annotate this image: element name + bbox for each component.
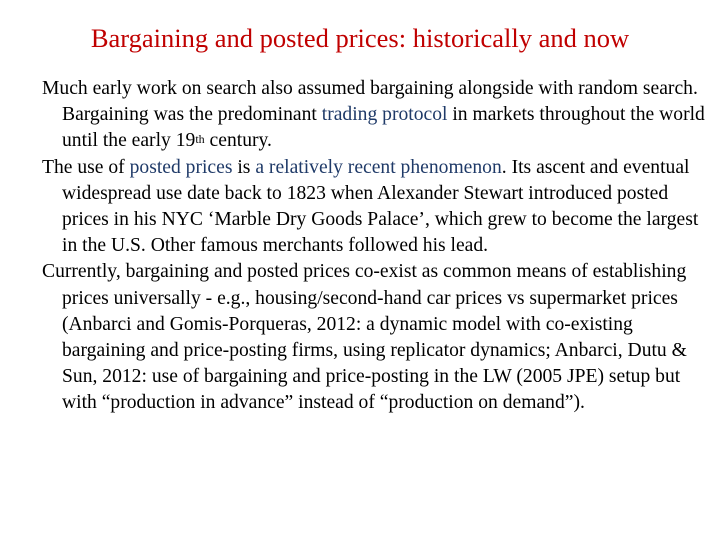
- recent-phenomenon-highlight: a relatively recent phenomenon: [255, 156, 502, 178]
- paragraph-posted-prices-text-1: The use of: [42, 156, 130, 178]
- slide-title: Bargaining and posted prices: historically and now: [90, 23, 630, 53]
- paragraph-history-text-2: in markets throughout the world until the early 19: [62, 104, 705, 152]
- trading-protocol-highlight: trading protocol: [321, 104, 448, 126]
- paragraph-current: Currently, bargaining and posted prices co-exist as common means of establishing prices universally - e.g., housing/second-hand car prices vs supermarket prices (Anbarci and Gomis-Porqueras, 2012: a dynamic model with co-existing bargaining and price-posting firms, using replicator dynamics; Anbarci, Dutu & Sun, 2012: use of bargaining and price-posting in the LW (2005 JPE) setup but with “production in advance” instead of “production on demand”).: [42, 261, 687, 414]
- ordinal-superscript: th: [195, 132, 205, 147]
- paragraph-history-text-3: century.: [204, 130, 272, 152]
- paragraph-history-text-1: Much early work on search also assumed bargaining alongside with random search. Bargaining was the predominant: [42, 78, 698, 126]
- paragraph-posted-prices-text-mid: is: [232, 156, 256, 178]
- posted-prices-highlight: posted prices: [129, 156, 233, 178]
- paragraph-posted-prices: [42, 155, 714, 260]
- paragraph-history: [42, 76, 714, 155]
- paragraph-posted-prices-text-2: . Its ascent and eventual widespread use date back to 1823 when Alexander Stewart introduced posted prices in his NYC ‘Marble Dry Goods Palace’, which grew to become the largest in the U.S. Other famous merchants followed his lead.: [62, 156, 699, 257]
- slide-body: [42, 76, 714, 417]
